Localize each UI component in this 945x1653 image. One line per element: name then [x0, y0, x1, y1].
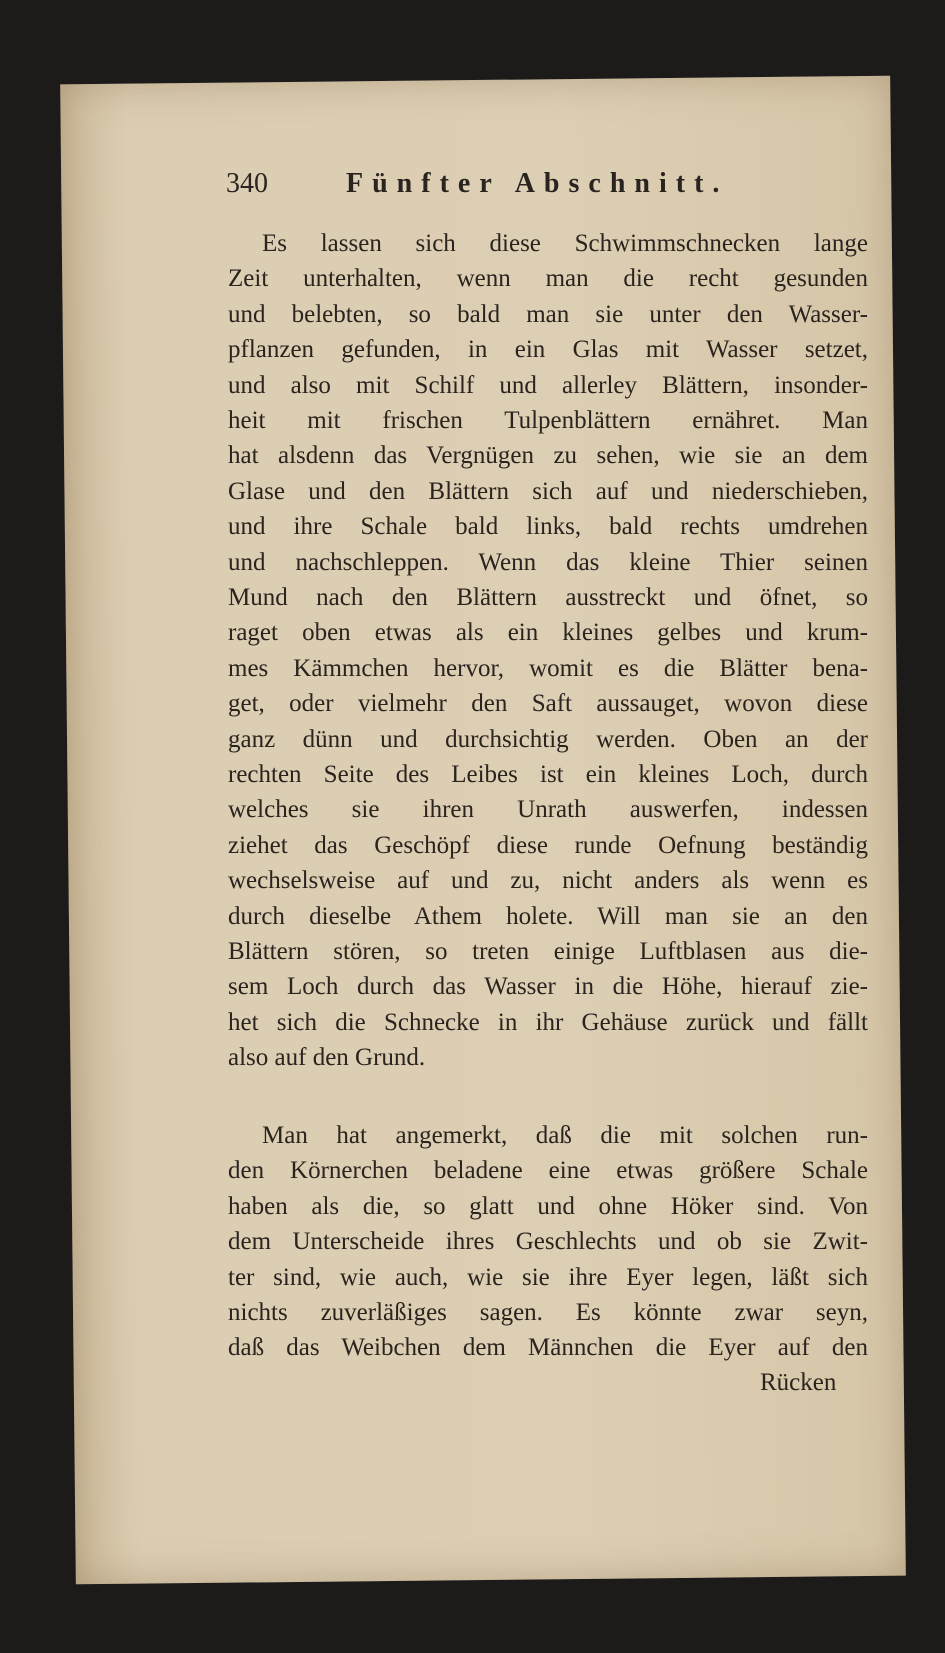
- text-line: Es lassen sich diese Schwimmschnecken lange: [262, 230, 868, 257]
- catchword: Rücken: [760, 1368, 837, 1396]
- text-line: heit mit frischen Tulpenblättern ernähret. Man: [228, 407, 868, 434]
- running-title: Fünfter Abschnitt.: [346, 168, 729, 199]
- text-line: und belebten, so bald man sie unter den Wasser-: [228, 300, 868, 328]
- text-line: ziehet das Geschöpf diese runde Oefnung beständig: [228, 831, 868, 859]
- text-line: dem Unterscheide ihres Geschlechts und ob sie Zwit-: [228, 1228, 868, 1256]
- text-line: wechselsweise auf und zu, nicht anders als wenn es: [228, 867, 868, 895]
- text-line: und ihre Schale bald links, bald rechts umdrehen: [228, 513, 868, 541]
- text-line: welches sie ihren Unrath auswerfen, indessen: [228, 796, 868, 824]
- text-line: nichts zuverläßiges sagen. Es könnte zwar seyn,: [228, 1299, 868, 1326]
- text-line: pflanzen gefunden, in ein Glas mit Wasser setzet,: [228, 336, 868, 364]
- text-line: mes Kämmchen hervor, womit es die Blätter bena-: [228, 654, 868, 682]
- text-line: Mund nach den Blättern ausstreckt und öfnet, so: [228, 584, 868, 611]
- text-line: het sich die Schnecke in ihr Gehäuse zurück und fällt: [228, 1008, 868, 1036]
- text-line: ter sind, wie auch, wie sie ihre Eyer legen, läßt sich: [228, 1263, 868, 1291]
- text-line: haben als die, so glatt und ohne Höker sind. Von: [228, 1192, 868, 1220]
- text-line: rechten Seite des Leibes ist ein kleines Loch, durch: [228, 761, 868, 788]
- text-line: hat alsdenn das Vergnügen zu sehen, wie sie an dem: [228, 442, 868, 470]
- text-line: den Körnerchen beladene eine etwas größere Schale: [228, 1157, 868, 1185]
- text-line: und also mit Schilf und allerley Blättern, insonder-: [228, 371, 868, 399]
- text-line: Glase und den Blättern sich auf und niederschieben,: [228, 477, 868, 505]
- text-line: Zeit unterhalten, wenn man die recht gesunden: [228, 265, 868, 293]
- text-line: sem Loch durch das Wasser in die Höhe, hierauf zie-: [228, 973, 868, 1001]
- text-line: durch dieselbe Athem holete. Will man sie an den: [228, 902, 868, 930]
- text-line: und nachschleppen. Wenn das kleine Thier seinen: [228, 548, 868, 576]
- text-line: ganz dünn und durchsichtig werden. Oben an der: [228, 725, 868, 753]
- page-header: [226, 168, 786, 208]
- text-line: also auf den Grund.: [228, 1044, 426, 1072]
- text-line: Man hat angemerkt, daß die mit solchen run-: [262, 1122, 868, 1149]
- page-number: 340: [226, 168, 268, 199]
- text-line: daß das Weibchen dem Männchen die Eyer auf den: [228, 1334, 868, 1362]
- text-line: get, oder vielmehr den Saft aussauget, wovon diese: [228, 690, 868, 718]
- text-line: Blättern stören, so treten einige Luftblasen aus die-: [228, 938, 868, 965]
- text-line: raget oben etwas als ein kleines gelbes und krum-: [228, 619, 868, 647]
